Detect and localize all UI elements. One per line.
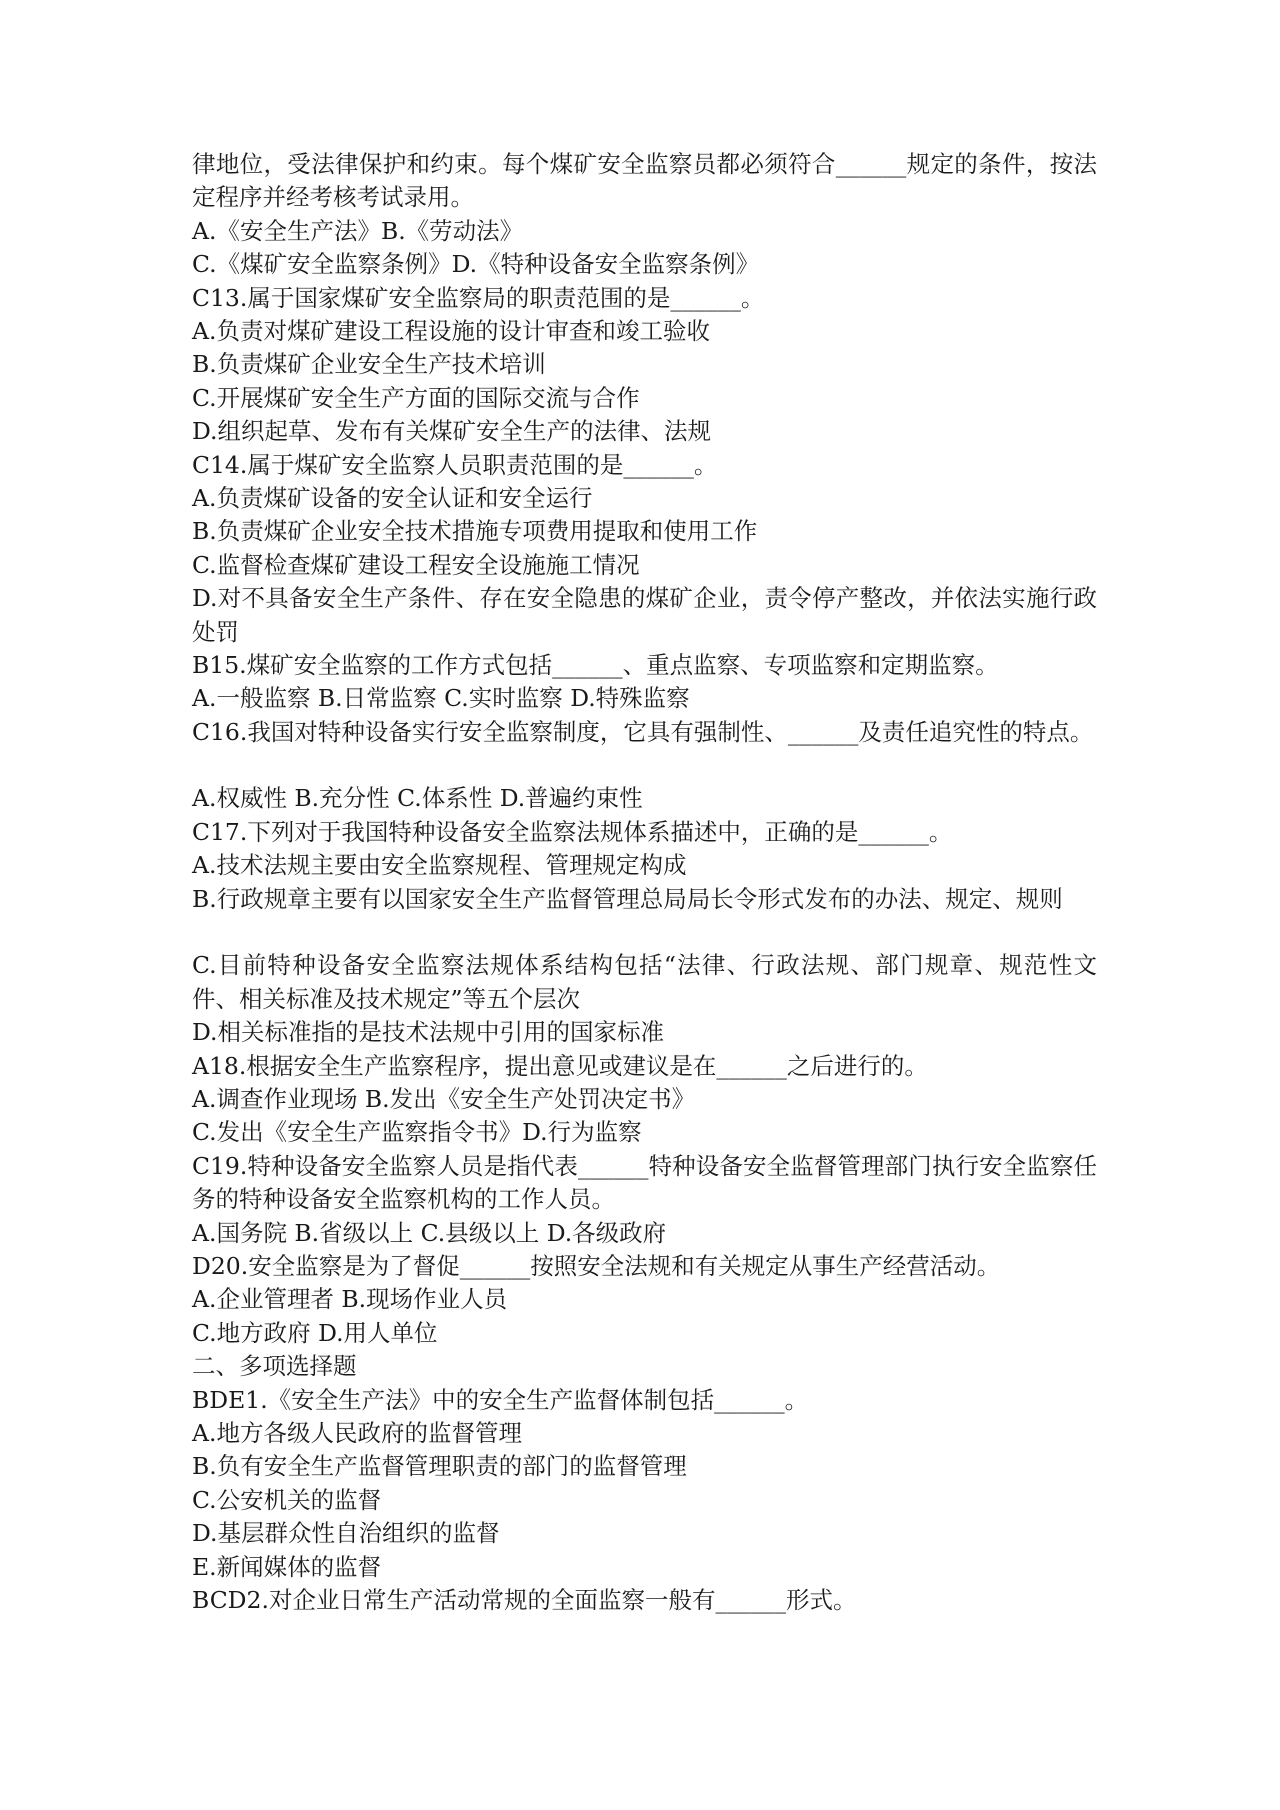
option-line: A.国务院 B.省级以上 C.县级以上 D.各级政府 [192, 1218, 667, 1247]
option-line: C.公安机关的监督 [192, 1485, 382, 1514]
question-line: BCD2.对企业日常生产活动常规的全面监察一般有______形式。 [192, 1585, 857, 1614]
question-line: B15.煤矿安全监察的工作方式包括______、重点监察、专项监察和定期监察。 [192, 650, 999, 679]
option-line: A.负责煤矿设备的安全认证和安全运行 [192, 483, 593, 512]
option-line: D.相关标准指的是技术法规中引用的国家标准 [192, 1018, 664, 1047]
option-line: A.负责对煤矿建设工程设施的设计审查和竣工验收 [192, 316, 710, 345]
question-line: C16.我国对特种设备实行安全监察制度，它具有强制性、______及责任追究性的特点。 [192, 717, 1094, 746]
question-line: C13.属于国家煤矿安全监察局的职责范围的是______。 [192, 283, 765, 312]
option-line: C.目前特种设备安全监察法规体系结构包括“法律、行政法规、部门规章、规范性文件、相关标准及技术规定”等五个层次 [192, 951, 1097, 1013]
section-heading: 二、多项选择题 [192, 1352, 357, 1381]
text-line: 律地位，受法律保护和约束。每个煤矿安全监察员都必须符合______规定的条件，按法定程序并经考核考试录用。 [192, 150, 1097, 212]
option-line: C.开展煤矿安全生产方面的国际交流与合作 [192, 383, 640, 412]
option-line: C.监督检查煤矿建设工程安全设施施工情况 [192, 550, 640, 579]
option-line: C.《煤矿安全监察条例》D.《特种设备安全监察条例》 [192, 250, 760, 279]
question-line: BDE1.《安全生产法》中的安全生产监督体制包括______。 [192, 1385, 809, 1414]
document-page [192, 148, 1097, 1617]
option-line: C.地方政府 D.用人单位 [192, 1318, 438, 1347]
option-line: C.发出《安全生产监察指令书》D.行为监察 [192, 1118, 642, 1147]
option-line: D.对不具备安全生产条件、存在安全隐患的煤矿企业，责令停产整改，并依法实施行政处罚 [192, 584, 1097, 646]
option-line: D.组织起草、发布有关煤矿安全生产的法律、法规 [192, 417, 711, 446]
question-line: C17.下列对于我国特种设备安全监察法规体系描述中，正确的是______。 [192, 817, 953, 846]
option-line: A.地方各级人民政府的监督管理 [192, 1418, 522, 1447]
option-line: B.负责煤矿企业安全技术措施专项费用提取和使用工作 [192, 517, 758, 546]
question-line: A18.根据安全生产监察程序，提出意见或建议是在______之后进行的。 [192, 1051, 928, 1080]
option-line: B.行政规章主要有以国家安全生产监督管理总局局长令形式发布的办法、规定、规则 [192, 884, 1063, 913]
question-line: D20.安全监察是为了督促______按照安全法规和有关规定从事生产经营活动。 [192, 1251, 1001, 1280]
option-line: A.企业管理者 B.现场作业人员 [192, 1285, 508, 1314]
option-line: A.权威性 B.充分性 C.体系性 D.普遍约束性 [192, 784, 643, 813]
option-line: B.负有安全生产监督管理职责的部门的监督管理 [192, 1452, 687, 1481]
option-line: A.技术法规主要由安全监察规程、管理规定构成 [192, 851, 687, 880]
option-line: A.调查作业现场 B.发出《安全生产处罚决定书》 [192, 1085, 696, 1114]
option-line: E.新闻媒体的监督 [192, 1552, 382, 1581]
option-line: A.一般监察 B.日常监察 C.实时监察 D.特殊监察 [192, 684, 690, 713]
option-line: B.负责煤矿企业安全生产技术培训 [192, 350, 546, 379]
option-line: A.《安全生产法》B.《劳动法》 [192, 216, 524, 245]
question-line: C14.属于煤矿安全监察人员职责范围的是______。 [192, 450, 718, 479]
question-line: C19.特种设备安全监察人员是指代表______特种设备安全监督管理部门执行安全监察任务的特种设备安全监察机构的工作人员。 [192, 1151, 1097, 1214]
option-line: D.基层群众性自治组织的监督 [192, 1519, 500, 1548]
